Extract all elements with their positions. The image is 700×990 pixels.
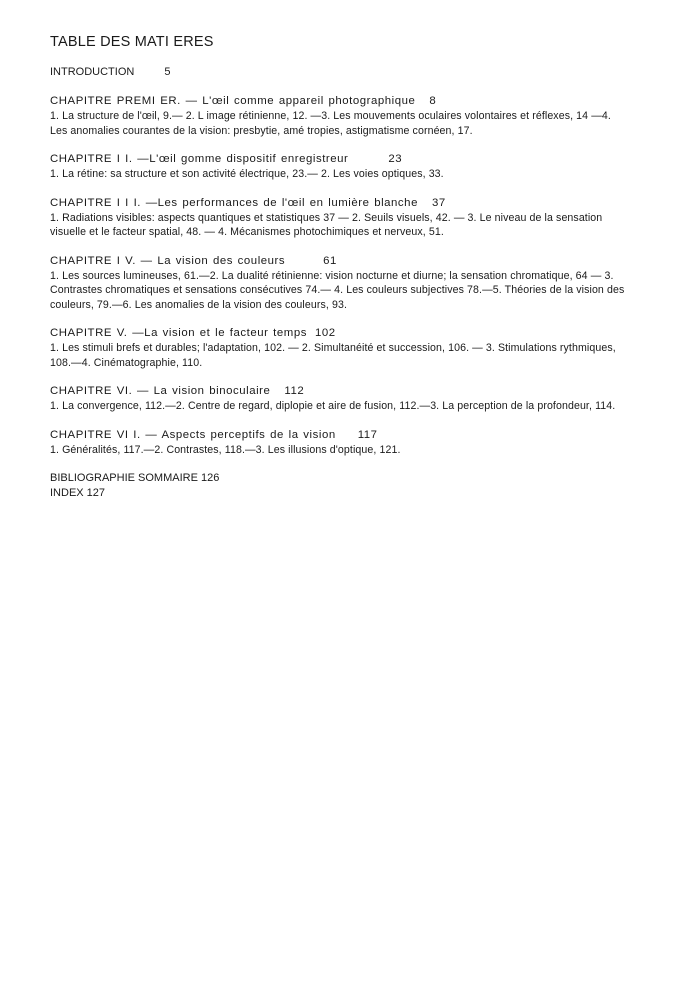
chapter-heading (50, 428, 630, 443)
chapter-title: CHAPITRE PREMI ER. — L'œil comme appareil photographique (50, 95, 416, 107)
chapter-title: CHAPITRE I V. — La vision des couleurs (50, 254, 286, 267)
toc-chapter-5 (50, 326, 630, 370)
chapter-page-number: 112 (284, 385, 305, 397)
toc-chapter-3 (50, 196, 630, 240)
toc-chapter-1 (50, 94, 630, 138)
toc-chapter-6 (50, 384, 630, 414)
chapter-heading (50, 326, 630, 341)
toc-chapter-2 (50, 152, 630, 182)
introduction-label: INTRODUCTION (50, 66, 135, 78)
chapter-title: CHAPITRE V. —La vision et le facteur temps (50, 327, 307, 339)
chapter-heading (50, 384, 630, 399)
chapter-sections: 1. Les stimuli brefs et durables; l'adaptation, 102. — 2. Simultanéité et succession, 106. — 3. Stimulations rythmiques, 108.—4. Cinématographie, 110. (50, 342, 616, 369)
toc-chapter-4 (50, 254, 630, 313)
chapter-sections: 1. La structure de l'œil, 9.— 2. L image rétinienne, 12. —3. Les mouvements oculaires volontaires et réflexes, 14 —4. Les anomalies courantes de la vision: presbytie, amé tropies, astigmatisme cornéen, 17. (50, 110, 611, 137)
chapter-page-number: 8 (429, 95, 437, 107)
chapter-page-number: 23 (388, 153, 403, 165)
chapter-sections: 1. Les sources lumineuses, 61.—2. La dualité rétinienne: vision nocturne et diurne; la sensation chromatique, 64 — 3. Contrastes chromatiques et sensations consécutives 74.— 4. Les couleurs subjectives 78.—5. Théories de la vision des couleurs, 79.—6. Les anomalies de la vision des couleurs, 93. (50, 269, 625, 311)
introduction-page-number: 5 (164, 66, 171, 78)
chapter-heading (50, 254, 630, 269)
chapter-sections: 1. La convergence, 112.—2. Centre de regard, diplopie et aire de fusion, 112.—3. La perception de la profondeur, 114. (50, 400, 616, 412)
toc-introduction (50, 66, 630, 78)
chapter-title: CHAPITRE I I I. —Les performances de l'œil en lumière blanche (50, 196, 418, 209)
page-title: TABLE DES MATI ERES (50, 34, 214, 50)
chapter-page-number: 61 (323, 254, 337, 267)
toc-page (50, 34, 630, 500)
chapter-heading (50, 196, 630, 211)
chapter-sections: 1. La rétine: sa structure et son activité électrique, 23.— 2. Les voies optiques, 33. (50, 168, 444, 180)
chapter-title: CHAPITRE VI. — La vision binoculaire (50, 385, 271, 397)
chapter-page-number: 37 (431, 196, 446, 209)
toc-bibliography: BIBLIOGRAPHIE SOMMAIRE 126 (50, 472, 220, 484)
chapter-title: CHAPITRE VI I. — Aspects perceptifs de la vision (50, 428, 336, 441)
toc-chapter-7 (50, 428, 630, 458)
chapter-heading (50, 152, 630, 167)
toc-index: INDEX 127 (50, 486, 106, 499)
chapter-title: CHAPITRE I I. —L'œil gomme dispositif enregistreur (50, 153, 349, 165)
chapter-page-number: 102 (314, 327, 336, 339)
chapter-page-number: 117 (357, 428, 378, 441)
chapter-sections: 1. Radiations visibles: aspects quantiques et statistiques 37 — 2. Seuils visuels, 42. — 3. Le niveau de la sensation visuelle et le facteur spatial, 48. — 4. Mécanismes photochimiques et nerveux, 51. (50, 211, 603, 238)
chapter-sections: 1. Généralités, 117.—2. Contrastes, 118.—3. Les illusions d'optique, 121. (50, 443, 401, 456)
chapter-heading (50, 94, 630, 109)
